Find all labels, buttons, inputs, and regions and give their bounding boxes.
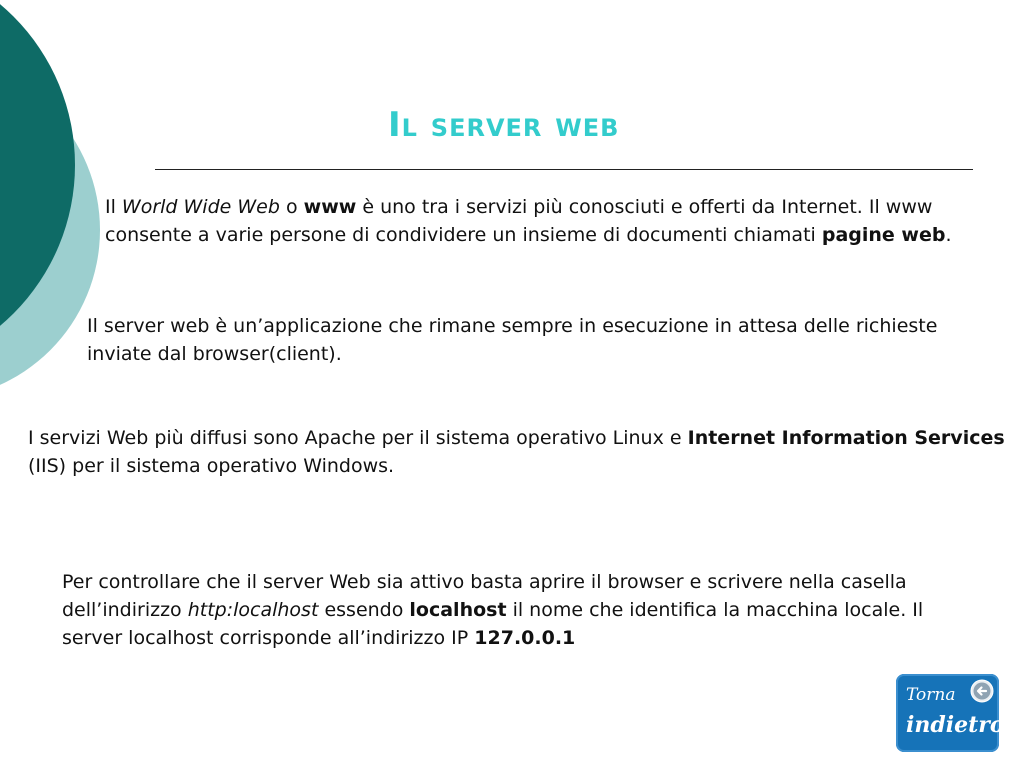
back-button-label-bottom: indietro	[906, 712, 1005, 738]
text-bold: pagine web	[821, 224, 946, 246]
text-italic: http:localhost	[187, 599, 319, 621]
text-bold: 127.0.0.1	[474, 627, 576, 649]
back-button[interactable]	[896, 674, 1005, 752]
text-span: è uno tra i servizi più conosciuti e offerti da Internet. Il www consente a varie persone di condividere un insieme di documenti chiamati	[105, 196, 933, 246]
slide-title: Il server web	[388, 105, 620, 145]
paragraph-web-services	[28, 424, 1008, 480]
text-span: I servizi Web più diffusi sono Apache per il sistema operativo Linux e	[28, 427, 688, 449]
arrow-left-icon	[970, 679, 994, 703]
paragraph-localhost	[62, 568, 977, 652]
text-span: Per controllare che il server Web sia attivo basta aprire il browser e scrivere nella casella dell’indirizzo	[62, 571, 907, 621]
text-span: .	[945, 224, 952, 246]
title-divider	[155, 169, 973, 170]
text-italic: World Wide Web	[121, 196, 280, 218]
text-bold: Internet Information Services	[687, 427, 1005, 449]
paragraph-server-definition	[87, 312, 992, 368]
paragraph-www	[105, 193, 1010, 249]
text-bold: localhost	[409, 599, 507, 621]
text-span: Il server web è un’applicazione che rimane sempre in esecuzione in attesa delle richieste inviate dal browser(client).	[87, 315, 938, 365]
back-button-label-top: Torna	[906, 685, 956, 705]
text-span: o	[279, 196, 304, 218]
text-span: Il	[105, 196, 122, 218]
text-bold: www	[303, 196, 357, 218]
text-span: il nome che identifica la macchina locale. Il server localhost corrisponde all’indirizzo IP	[62, 599, 924, 649]
text-span: (IIS) per il sistema operativo Windows.	[28, 455, 395, 477]
text-span: essendo	[318, 599, 410, 621]
